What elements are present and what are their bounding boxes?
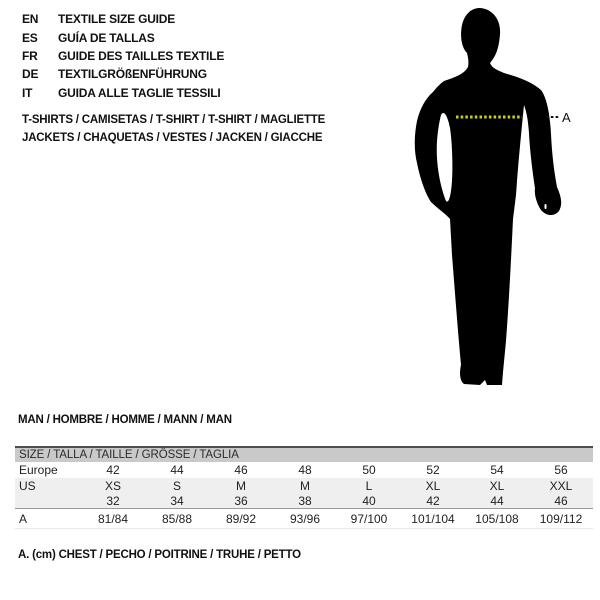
size-value-cell: 105/108 [465, 509, 529, 529]
size-value-cell: 56 [529, 462, 593, 478]
size-value-cell: 42 [401, 493, 465, 509]
hand-highlight [545, 204, 547, 209]
size-value-cell: 89/92 [209, 509, 273, 529]
language-row-es [22, 28, 224, 46]
size-value-cell: XS [81, 478, 145, 493]
size-value-cell: 42 [81, 462, 145, 478]
size-value-cell: 101/104 [401, 509, 465, 529]
man-silhouette-shape [415, 8, 561, 385]
size-value-cell: 52 [401, 462, 465, 478]
language-code: IT [22, 85, 33, 100]
language-title: TEXTILE SIZE GUIDE [58, 12, 176, 27]
category-block [22, 111, 325, 147]
size-value-cell: L [337, 478, 401, 493]
language-title: GUIDA ALLE TAGLIE TESSILI [58, 85, 221, 100]
language-code: EN [22, 12, 39, 27]
language-row-fr [22, 47, 224, 65]
size-value-cell: 46 [529, 493, 593, 509]
size-value-cell: M [209, 478, 273, 493]
language-code: ES [22, 30, 38, 45]
footnote-chest: A. (cm) CHEST / PECHO / POITRINE / TRUHE / PETTO [18, 549, 301, 561]
language-row-it [22, 84, 224, 102]
category-line-tshirts: T-SHIRTS / CAMISETAS / T-SHIRT / T-SHIRT / MAGLIETTE [22, 114, 326, 126]
size-value-cell: 54 [465, 462, 529, 478]
size-table-row-us [15, 478, 593, 493]
language-title: TEXTILGRÖßENFÜHRUNG [58, 67, 207, 82]
size-table [15, 462, 593, 529]
section-title-man: MAN / HOMBRE / HOMME / MANN / MAN [18, 414, 232, 426]
language-list [22, 10, 224, 102]
row-label [15, 493, 81, 509]
size-value-cell: S [145, 478, 209, 493]
size-value-cell: 85/88 [145, 509, 209, 529]
size-table-row-a [15, 509, 593, 529]
size-table-container [15, 446, 593, 529]
size-value-cell: 48 [273, 462, 337, 478]
size-value-cell: XL [401, 478, 465, 493]
language-title: GUÍA DE TALLAS [58, 30, 155, 45]
man-silhouette-figure [400, 3, 575, 388]
measure-label-a: A [562, 110, 571, 125]
size-value-cell: 34 [145, 493, 209, 509]
language-code: DE [22, 67, 39, 82]
size-value-cell: 44 [465, 493, 529, 509]
size-value-cell: 81/84 [81, 509, 145, 529]
language-title: GUIDE DES TAILLES TEXTILE [58, 48, 225, 63]
row-label: A [15, 509, 81, 529]
size-table-row-numeric [15, 493, 593, 509]
size-value-cell: M [273, 478, 337, 493]
size-value-cell: XXL [529, 478, 593, 493]
size-table-row-europe [15, 462, 593, 478]
language-row-de [22, 65, 224, 83]
size-value-cell: 109/112 [529, 509, 593, 529]
language-row-en [22, 10, 224, 28]
language-code: FR [22, 48, 38, 63]
size-value-cell: XL [465, 478, 529, 493]
size-table-header: SIZE / TALLA / TAILLE / GRÖSSE / TAGLIA [15, 448, 593, 462]
row-label: US [15, 478, 81, 493]
size-value-cell: 44 [145, 462, 209, 478]
size-value-cell: 97/100 [337, 509, 401, 529]
row-label: Europe [15, 462, 81, 478]
size-value-cell: 93/96 [273, 509, 337, 529]
size-value-cell: 38 [273, 493, 337, 509]
size-value-cell: 36 [209, 493, 273, 509]
size-value-cell: 32 [81, 493, 145, 509]
category-line-jackets: JACKETS / CHAQUETAS / VESTES / JACKEN / GIACCHE [22, 132, 323, 144]
size-value-cell: 40 [337, 493, 401, 509]
size-value-cell: 46 [209, 462, 273, 478]
size-value-cell: 50 [337, 462, 401, 478]
